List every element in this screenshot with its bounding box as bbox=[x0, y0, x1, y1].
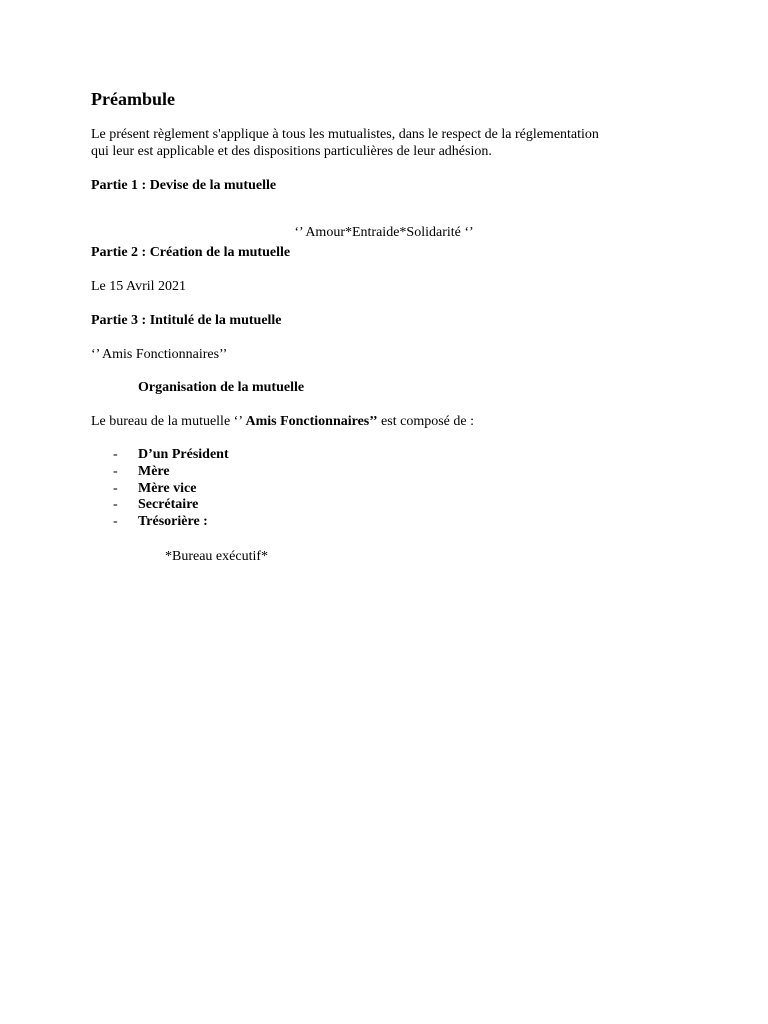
list-marker: - bbox=[113, 480, 118, 496]
member-label: Secrétaire bbox=[138, 497, 199, 513]
list-item bbox=[113, 464, 229, 481]
mutual-name: ‘’ Amis Fonctionnaires’’ bbox=[91, 347, 228, 362]
preamble-line-1: Le présent règlement s'applique à tous les mutualistes, dans le respect de la réglementation bbox=[91, 127, 599, 142]
bureau-members-list bbox=[113, 447, 229, 531]
list-item bbox=[113, 497, 229, 514]
bureau-intro-end: est composé de : bbox=[377, 414, 474, 429]
member-label: D’un Président bbox=[138, 447, 229, 462]
list-item bbox=[113, 447, 229, 464]
bureau-intro-start: Le bureau de la mutuelle ‘’ bbox=[91, 414, 246, 429]
preamble-paragraph bbox=[91, 126, 671, 160]
list-marker: - bbox=[113, 463, 118, 479]
bureau-intro-name: Amis Fonctionnaires’’ bbox=[245, 414, 378, 429]
document-title: Préambule bbox=[91, 89, 175, 109]
executive-bureau-note: *Bureau exécutif* bbox=[165, 549, 269, 564]
list-item bbox=[113, 514, 229, 531]
creation-date: Le 15 Avril 2021 bbox=[91, 279, 187, 294]
preamble-line-2: qui leur est applicable et des dispositions particulières de leur adhésion. bbox=[91, 144, 492, 159]
mutual-motto: ‘’ Amour*Entraide*Solidarité ‘’ bbox=[294, 225, 474, 240]
list-marker: - bbox=[113, 447, 118, 462]
member-label: Mère bbox=[138, 463, 170, 479]
bureau-intro bbox=[91, 413, 474, 430]
member-label: Mère vice bbox=[138, 480, 197, 496]
part1-heading: Partie 1 : Devise de la mutuelle bbox=[91, 178, 277, 193]
list-marker: - bbox=[113, 497, 118, 513]
part2-heading: Partie 2 : Création de la mutuelle bbox=[91, 245, 291, 260]
organisation-heading: Organisation de la mutuelle bbox=[138, 380, 305, 395]
part3-heading: Partie 3 : Intitulé de la mutuelle bbox=[91, 313, 282, 328]
list-marker: - bbox=[113, 514, 118, 530]
member-label: Trésorière : bbox=[138, 514, 208, 530]
list-item bbox=[113, 481, 229, 498]
